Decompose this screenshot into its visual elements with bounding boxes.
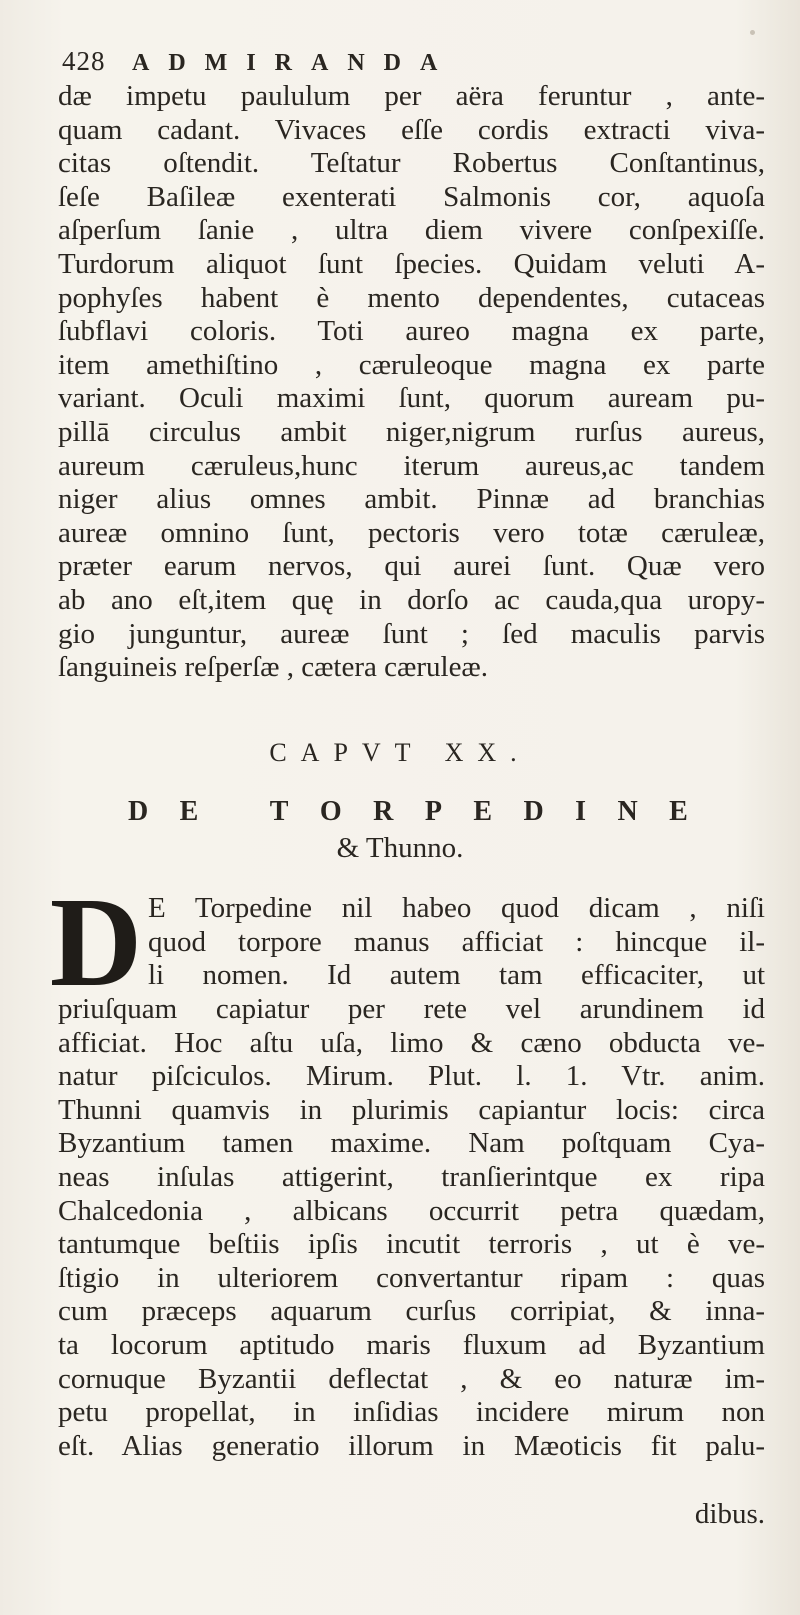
- text-line: gio junguntur, aureæ ſunt ; ſed maculis parvis: [58, 617, 765, 650]
- chapter-title-sub: & Thunno.: [336, 832, 464, 864]
- text-line: Thunni quamvis in plurimis capiantur locis: circa: [58, 1093, 765, 1126]
- text-line: li nomen. Id autem tam efficaciter, ut: [148, 959, 765, 992]
- text-line: dibus.: [694, 1498, 765, 1530]
- text-line: ſtigio in ulteriorem convertantur ripam : quas: [58, 1261, 765, 1294]
- text-line: cum præceps aquarum curſus corripiat, & inna-: [58, 1295, 765, 1328]
- body-text-top: [58, 80, 765, 685]
- text-line: ſanguineis reſperſæ , cætera cæruleæ.: [58, 651, 489, 684]
- title-letter: E: [473, 796, 493, 827]
- title-letter: D: [128, 796, 149, 827]
- title-letter: E: [179, 796, 199, 827]
- text-line: dæ impetu paululum per aëra feruntur , ante-: [58, 80, 765, 112]
- text-line: Byzantium tamen maxime. Nam poſtquam Cya-: [58, 1127, 765, 1160]
- text-line: quam cadant. Vivaces eſſe cordis extracti viva-: [58, 113, 765, 146]
- text-line: variant. Oculi maximi ſunt, quorum auream pu-: [58, 382, 765, 415]
- text-line: priuſquam capiatur per rete vel arundinem id: [58, 993, 765, 1025]
- text-line: eſt. Alias generatio illorum in Mæoticis fit palu-: [58, 1429, 765, 1462]
- chapter-title-main: [128, 796, 688, 828]
- text-line: ta locorum aptitudo maris fluxum ad Byzantium: [58, 1328, 765, 1361]
- body-text-bottom: [58, 993, 765, 1463]
- text-line: aureum cæruleus,hunc iterum aureus,ac tandem: [58, 449, 765, 482]
- title-letter: O: [319, 796, 342, 827]
- text-line: Turdorum aliquot ſunt ſpecies. Quidam veluti A-: [58, 247, 765, 280]
- text-line: Chalcedonia , albicans occurrit petra quædam,: [58, 1194, 765, 1227]
- text-line: pophyſes habent è mento dependentes, cutaceas: [58, 281, 765, 314]
- title-letter: N: [617, 796, 638, 827]
- text-line: niger alius omnes ambit. Pinnæ ad branchias: [58, 483, 765, 516]
- text-line: cornuque Byzantii deflectat , & eo naturæ im-: [58, 1362, 765, 1395]
- page-number: 428: [62, 46, 106, 76]
- text-line: ſubflavi coloris. Toti aureo magna ex parte,: [58, 315, 765, 348]
- text-line: pillā circulus ambit niger,nigrum rurſus aureus,: [58, 415, 765, 448]
- drop-cap: D: [49, 871, 143, 1013]
- text-line: natur piſciculos. Mirum. Plut. l. 1. Vtr. anim.: [58, 1060, 765, 1093]
- title-letter: E: [669, 796, 688, 827]
- text-line: citas oſtendit. Teſtatur Robertus Conſtantinus,: [58, 147, 765, 180]
- body-text-final: [58, 1498, 765, 1532]
- text-line: ab ano eſt,item quę in dorſo ac cauda,qua uropy-: [58, 583, 765, 616]
- title-letter: T: [269, 796, 289, 827]
- text-line: quod torpore manus afficiat : hincque il-: [148, 925, 765, 958]
- running-title: ADMIRANDA: [132, 50, 457, 76]
- text-line: neas inſulas attigerint, tranſierintque ex ripa: [58, 1160, 765, 1193]
- title-letter: D: [523, 796, 544, 827]
- text-line: ſeſe Baſileæ exenterati Salmonis cor, aquoſa: [58, 180, 765, 213]
- chapter-heading: CAPVT XX.: [269, 738, 531, 767]
- text-line: petu propellat, in inſidias incidere mirum non: [58, 1396, 765, 1429]
- text-line: tantumque beſtiis ipſis incutit terroris , ut è ve-: [58, 1228, 765, 1261]
- paper-speck: [750, 30, 755, 35]
- text-line: aſperſum ſanie , ultra diem vivere conſpexiſſe.: [58, 214, 765, 247]
- text-line: item amethiſtino , cæruleoque magna ex parte: [58, 348, 765, 381]
- title-letter: P: [424, 796, 442, 827]
- page-header: [62, 46, 602, 77]
- title-letter: I: [575, 796, 587, 827]
- title-letter: R: [373, 796, 394, 827]
- text-line: afficiat. Hoc aſtu uſa, limo & cæno obducta ve-: [58, 1026, 765, 1059]
- text-line: præter earum nervos, qui aurei ſunt. Quæ vero: [58, 550, 765, 583]
- text-line: E Torpedine nil habeo quod dicam , niſi: [148, 892, 765, 924]
- text-line: aureæ omnino ſunt, pectoris vero totæ cæruleæ,: [58, 516, 765, 549]
- body-text-indented: [58, 892, 765, 993]
